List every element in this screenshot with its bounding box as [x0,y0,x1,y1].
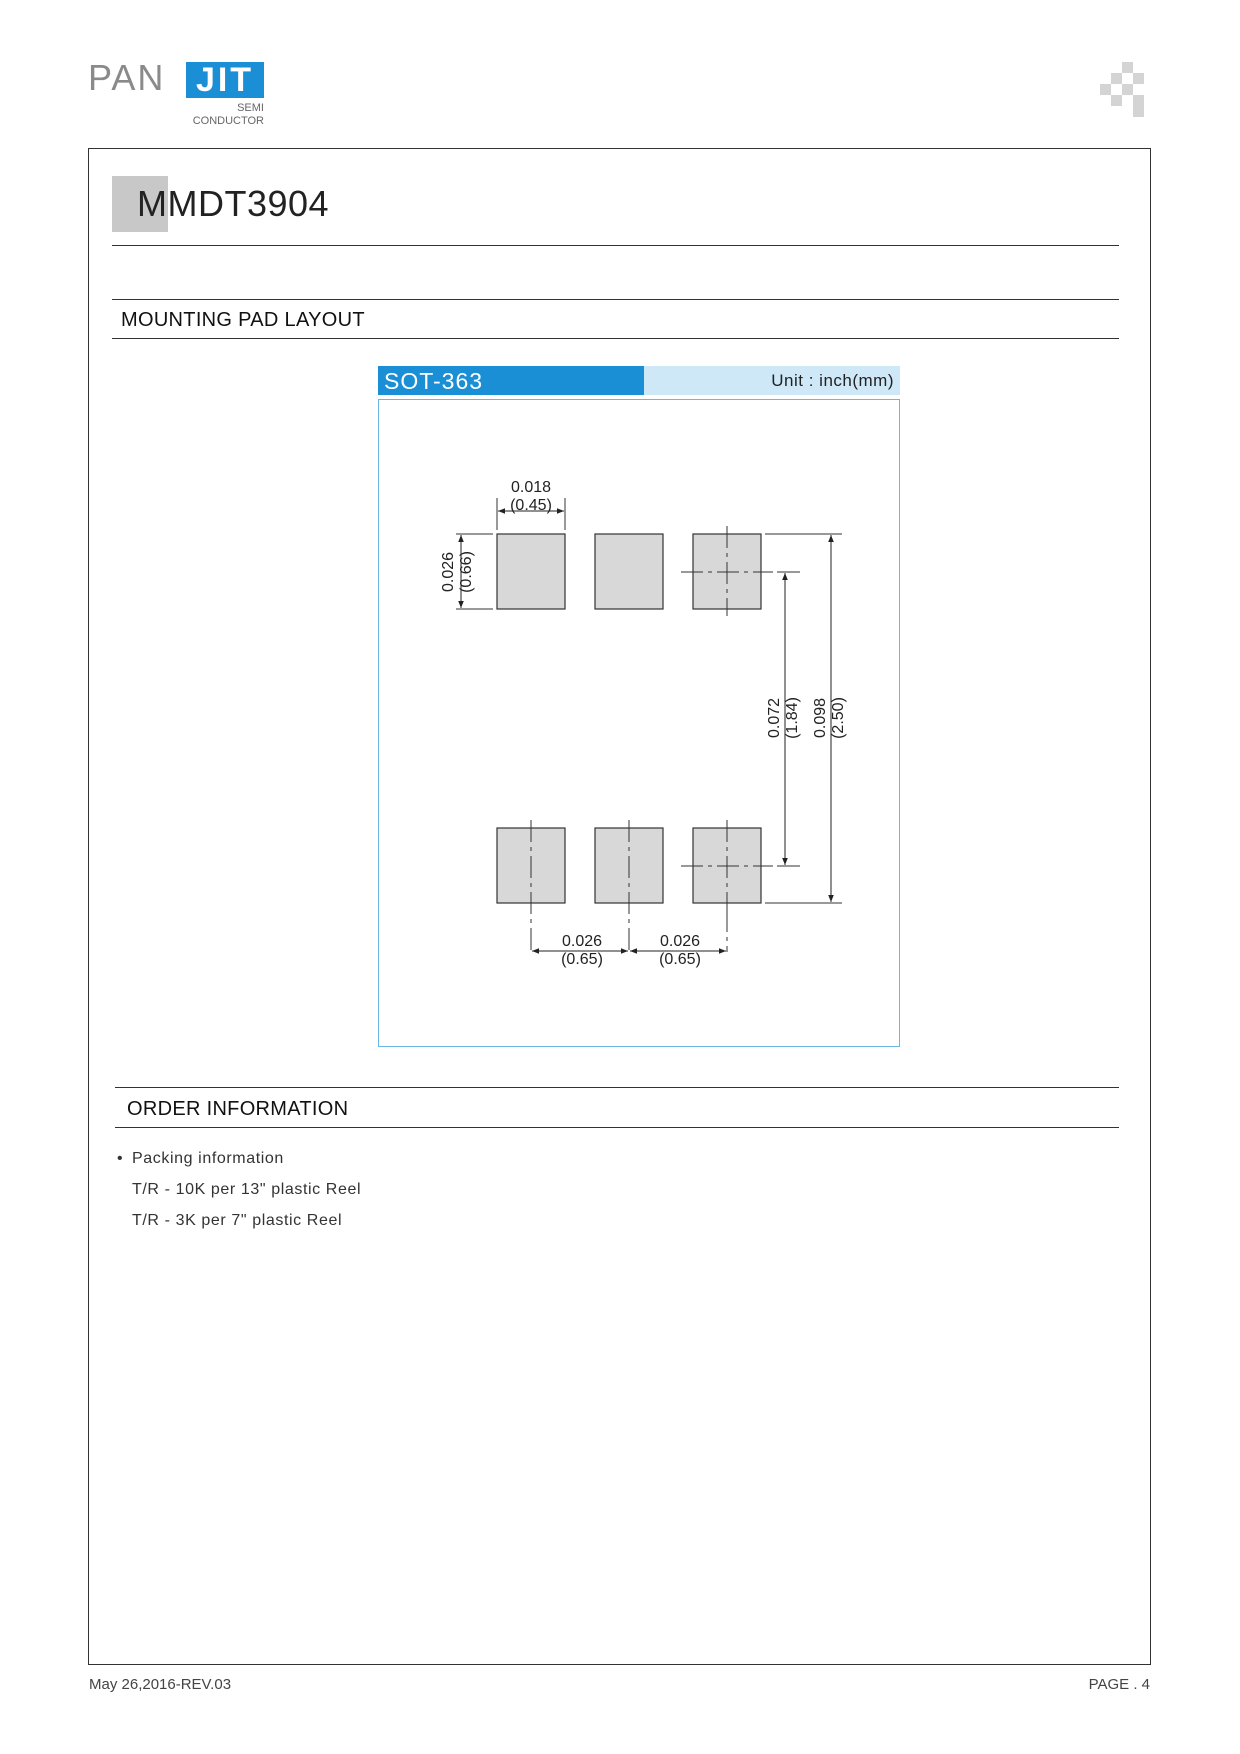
section-heading-order: ORDER INFORMATION [127,1098,349,1120]
dim-pad-height-mm: (0.66) [458,551,475,593]
dim-row-center-in: 0.072 [766,697,783,739]
packing-heading: Packing information [132,1150,284,1167]
order-rule-bottom [115,1127,1119,1128]
dim-row-center-mm: (1.84) [784,697,801,739]
dim-pitch2-mm: (0.65) [659,951,701,968]
unit-label: Unit : inch(mm) [771,371,894,390]
packing-line: T/R - 3K per 7" plastic Reel [132,1212,343,1229]
footer-date: May 26,2016-REV.03 [89,1676,232,1693]
dim-overall-mm: (2.50) [830,697,847,739]
package-name: SOT-363 [384,368,484,394]
packing-line: T/R - 10K per 13" plastic Reel [132,1181,362,1198]
footer-page: PAGE . 4 [1088,1676,1150,1693]
logo-text-pan: PAN [88,57,166,98]
dim-pitch2-in: 0.026 [659,933,701,950]
logo-semi: SEMI [237,102,264,114]
dim-pad-width-in: 0.018 [510,479,552,496]
order-rule-top [115,1087,1119,1088]
bullet: • [117,1150,124,1167]
pad-1 [497,534,565,609]
dim-overall-in: 0.098 [812,697,829,739]
page-title: MMDT3904 [137,183,330,224]
dim-pitch1-mm: (0.65) [561,951,603,968]
logo-text-jit: JIT [195,61,255,99]
pad-2 [595,534,663,609]
dim-pad-height-in: 0.026 [440,551,457,593]
dim-pad-width-mm: (0.45) [510,497,552,514]
dim-pitch1-in: 0.026 [561,933,603,950]
section-heading-mounting: MOUNTING PAD LAYOUT [121,309,365,331]
logo-conductor: CONDUCTOR [192,115,264,127]
